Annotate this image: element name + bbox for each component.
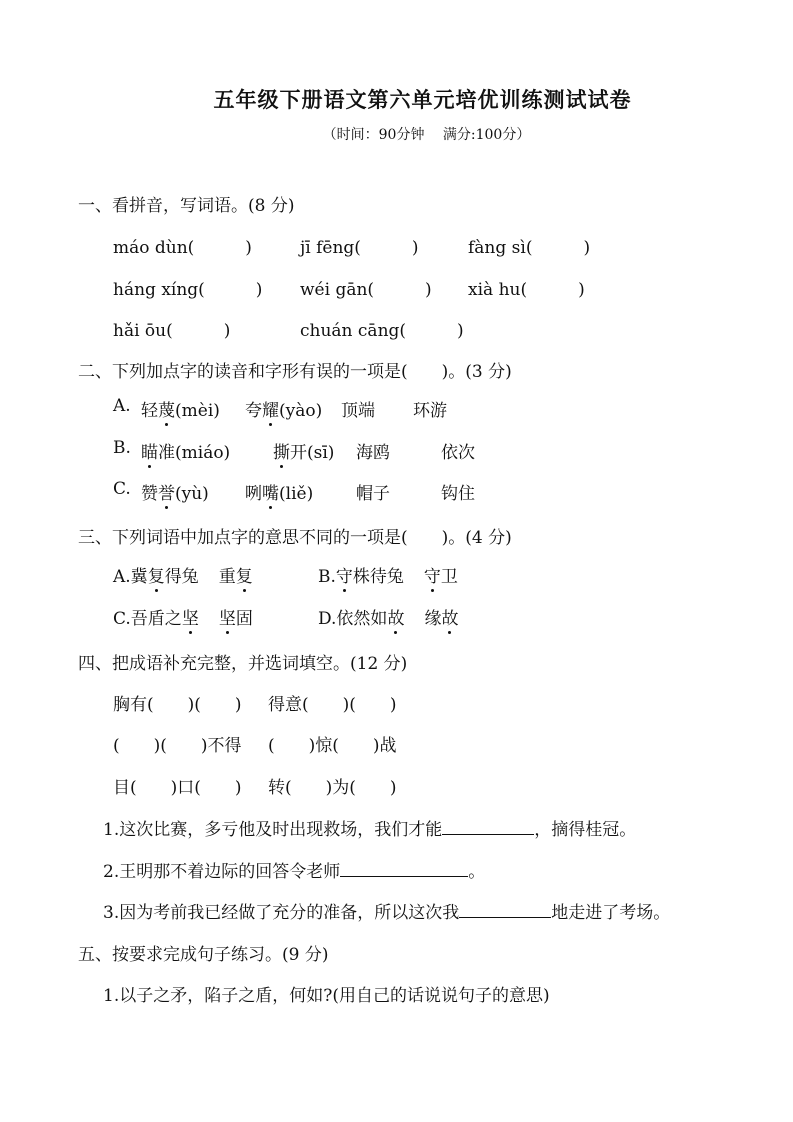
option-word <box>245 396 322 421</box>
word-part: (yù) <box>175 484 209 504</box>
word-part: (liě) <box>279 484 314 504</box>
question-text: 。 <box>468 862 486 882</box>
option-label: A. <box>113 396 131 416</box>
idiom-item: 胸有( )( ) <box>113 695 242 715</box>
option-label: B. <box>113 438 131 458</box>
s5-question-1: 1.以子之矛，陷子之盾，何如?(用自己的话说说句子的意思) <box>103 986 550 1006</box>
idiom-item: 目( )口( ) <box>113 778 242 798</box>
word-part: 赞 <box>141 484 158 504</box>
word-part: C.吾盾之 <box>113 609 182 629</box>
page-subtitle: （时间：90分钟 满分:100分） <box>322 127 531 143</box>
word-part: 轻 <box>141 401 158 421</box>
option-word <box>245 479 313 504</box>
question-text: 3.因为考前我已经做了充分的准备，所以这次我 <box>103 903 460 923</box>
dotted-char: 守 <box>424 562 441 587</box>
option-word <box>141 396 220 421</box>
dotted-char: 复 <box>148 562 165 587</box>
dotted-char: 故 <box>387 604 404 629</box>
s4-question-2 <box>103 857 485 882</box>
option-word: 依次 <box>441 443 475 463</box>
option-word: 环游 <box>413 401 447 421</box>
s1-item: chuán cāng( ) <box>300 321 464 341</box>
word-part: (mèi) <box>175 401 220 421</box>
word-part: 夸 <box>245 401 262 421</box>
dotted-char: 坚 <box>219 604 236 629</box>
option-word: 顶端 <box>341 401 375 421</box>
dotted-char: 撕 <box>273 438 290 463</box>
dotted-char: 复 <box>236 562 253 587</box>
word-part: 得兔 <box>164 567 199 587</box>
idiom-item: 转( )为( ) <box>268 778 397 798</box>
s1-item: fàng sì( ) <box>468 238 591 258</box>
dotted-char: 坚 <box>182 604 199 629</box>
s1-item: hǎi ōu( ) <box>113 321 231 341</box>
question-text: 地走进了考场。 <box>551 903 671 923</box>
dotted-char: 嘴 <box>262 479 279 504</box>
dotted-char: 守 <box>336 562 353 587</box>
dotted-char: 耀 <box>262 396 279 421</box>
s1-item: háng xíng( ) <box>113 280 263 300</box>
section-2-heading: 二、下列加点字的读音和字形有误的一项是( )。(3 分) <box>78 362 512 382</box>
s1-item: máo dùn( ) <box>113 238 252 258</box>
word-part: 准(miáo) <box>158 443 231 463</box>
idiom-item: ( )惊( )战 <box>268 736 397 756</box>
word-part: 株待兔 <box>352 567 404 587</box>
question-text: 1.这次比赛，多亏他及时出现救场，我们才能 <box>103 820 443 840</box>
s1-item: xià hu( ) <box>468 280 585 300</box>
s3-option-a <box>113 562 253 587</box>
word-part: D.依然如 <box>318 609 388 629</box>
section-1-heading: 一、看拼音，写词语。(8 分) <box>78 196 295 216</box>
s3-option-d <box>318 604 458 629</box>
dotted-char: 故 <box>441 604 458 629</box>
section-3-heading: 三、下列词语中加点字的意思不同的一项是( )。(4 分) <box>78 528 512 548</box>
word-part: 开(sī) <box>290 443 335 463</box>
option-word <box>141 479 209 504</box>
section-4-heading: 四、把成语补充完整，并选词填空。(12 分) <box>78 654 408 674</box>
page-title: 五年级下册语文第六单元培优训练测试试卷 <box>213 88 632 112</box>
word-part: 卫 <box>440 567 458 587</box>
option-word: 帽子 <box>356 484 390 504</box>
answer-blank[interactable] <box>459 901 551 918</box>
option-word <box>273 438 334 463</box>
idiom-item: ( )( )不得 <box>113 736 242 756</box>
s4-question-1 <box>103 815 636 840</box>
s1-item: jī fēng( ) <box>300 238 419 258</box>
section-5-heading: 五、按要求完成句子练习。(9 分) <box>78 945 329 965</box>
question-text: ，摘得桂冠。 <box>534 820 637 840</box>
option-word: 海鸥 <box>356 443 390 463</box>
word-part: A.冀 <box>113 567 148 587</box>
s4-question-3 <box>103 898 670 923</box>
word-part: (yào) <box>279 401 323 421</box>
question-text: 2.王明那不着边际的回答令老师 <box>103 862 341 882</box>
option-word <box>141 438 230 463</box>
word-part: 缘 <box>424 609 442 629</box>
option-label: C. <box>113 479 131 499</box>
dotted-char: 蔑 <box>158 396 175 421</box>
answer-blank[interactable] <box>442 818 534 835</box>
s3-option-b <box>318 562 458 587</box>
s1-item: wéi gān( ) <box>300 280 432 300</box>
s3-option-c <box>113 604 253 629</box>
word-part: 重 <box>218 567 236 587</box>
word-part: 咧 <box>245 484 262 504</box>
dotted-char: 誉 <box>158 479 175 504</box>
word-part: 固 <box>235 609 253 629</box>
answer-blank[interactable] <box>340 860 468 877</box>
dotted-char: 瞄 <box>141 438 158 463</box>
option-word: 钩住 <box>441 484 475 504</box>
idiom-item: 得意( )( ) <box>268 695 397 715</box>
word-part: B. <box>318 567 336 587</box>
